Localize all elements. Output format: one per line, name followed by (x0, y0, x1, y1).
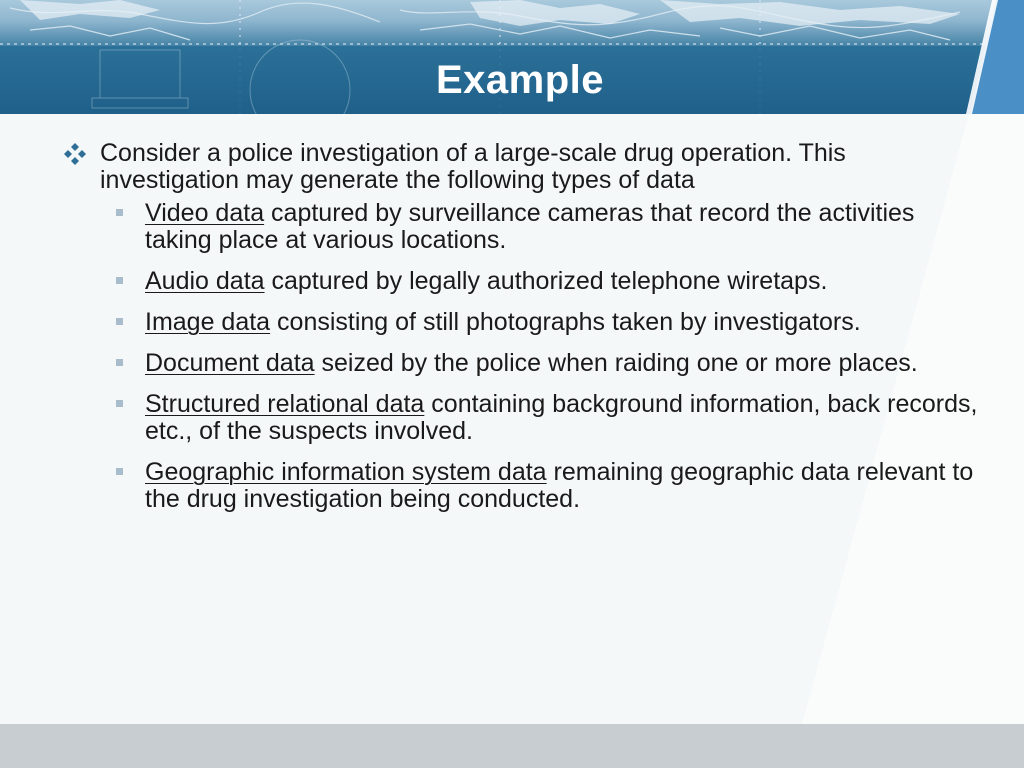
list-item-term: Video data (145, 199, 265, 227)
list-item-term: Document data (145, 349, 315, 377)
list-item-text: seized by the police when raiding one or more places. (314, 349, 918, 377)
data-types-list (62, 200, 982, 513)
title-banner (0, 0, 1024, 114)
list-item-term: Audio data (145, 267, 265, 295)
list-item (62, 459, 982, 513)
list-item-term: Geographic information system data (145, 458, 547, 486)
square-bullet-icon (116, 359, 123, 366)
list-item (62, 350, 982, 377)
footer-bar (0, 724, 1024, 768)
list-item (62, 200, 982, 254)
list-item (62, 268, 982, 295)
intro-text: Consider a police investigation of a large-scale drug operation. This investigation may generate the following types of data (100, 139, 846, 194)
banner-edge-decoration (0, 0, 1024, 114)
list-item-text: remaining geographic data relevant to the drug investigation being conducted. (145, 458, 974, 513)
list-item (62, 309, 982, 336)
list-item-text: containing background information, back records, etc., of the suspects involved. (145, 390, 978, 445)
list-item (62, 391, 982, 445)
square-bullet-icon (116, 318, 123, 325)
slide-body (62, 140, 982, 527)
list-item-text: captured by legally authorized telephone wiretaps. (264, 267, 828, 295)
square-bullet-icon (116, 209, 123, 216)
square-bullet-icon (116, 400, 123, 407)
list-item-term: Image data (145, 308, 271, 336)
slide-title: Example (435, 58, 605, 102)
list-item-text: captured by surveillance cameras that record the activities taking place at various locations. (145, 199, 915, 254)
bullet-point-intro (62, 140, 982, 194)
square-bullet-icon (116, 468, 123, 475)
list-item-text: consisting of still photographs taken by investigators. (270, 308, 861, 336)
square-bullet-icon (116, 277, 123, 284)
list-item-term: Structured relational data (145, 390, 425, 418)
four-diamond-bullet-icon (62, 141, 88, 167)
